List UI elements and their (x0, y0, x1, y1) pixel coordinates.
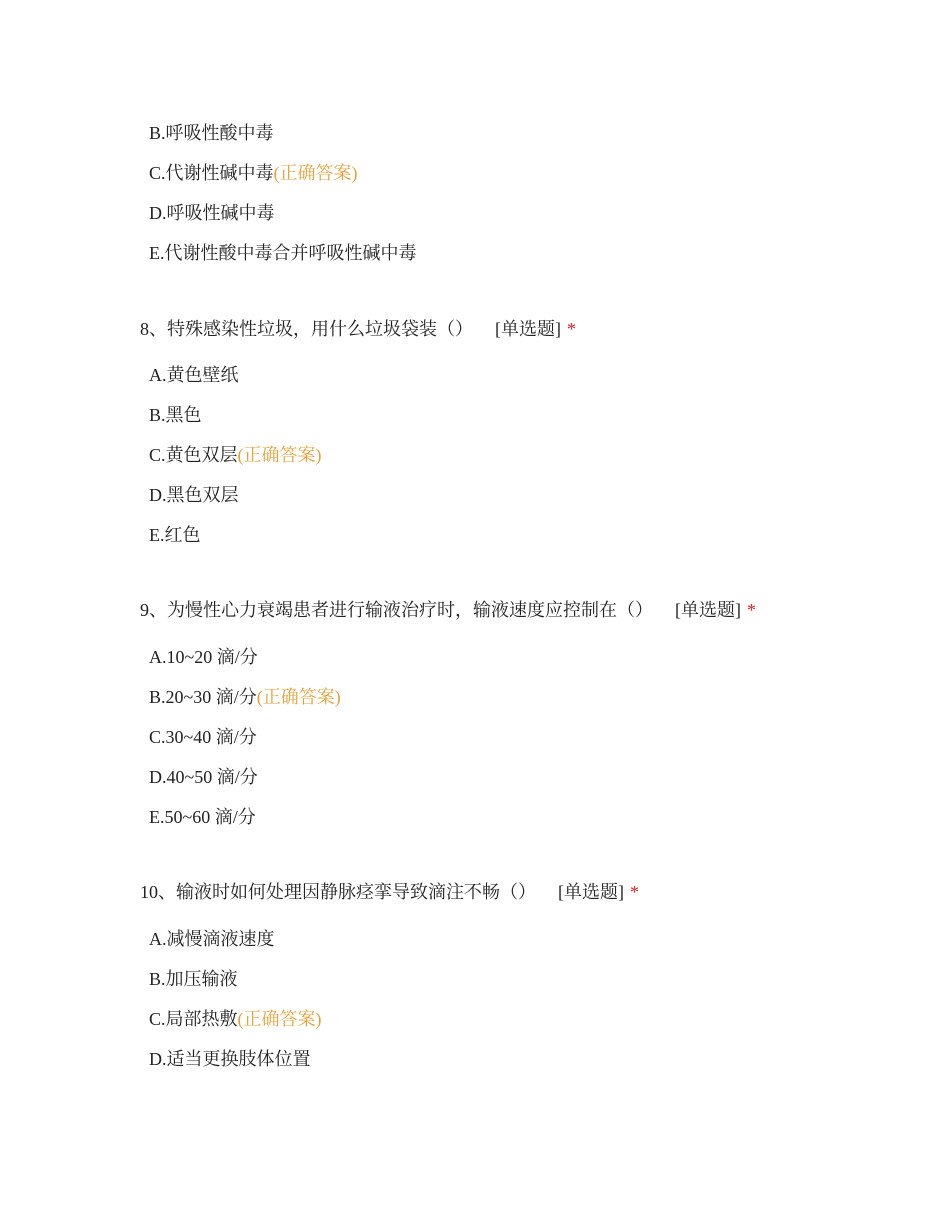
option-text: D.黑色双层 (149, 485, 239, 505)
q7-option-d (149, 201, 275, 225)
option-text: E.代谢性酸中毒合并呼吸性碱中毒 (149, 243, 417, 263)
option-text: B.黑色 (149, 405, 202, 425)
option-text: E.红色 (149, 525, 201, 545)
question-text: 10、输液时如何处理因静脉痉挛导致滴注不畅（） (140, 882, 536, 902)
q10-option-c (149, 1007, 322, 1031)
question-type: [单选题] (675, 600, 741, 620)
q9-option-d (149, 765, 258, 789)
q7-option-c (149, 161, 358, 185)
q8-option-c (149, 443, 322, 467)
q10-option-b (149, 967, 238, 991)
option-text: B.20~30 滴/分 (149, 687, 257, 707)
q9-option-a (149, 645, 258, 669)
option-text: D.40~50 滴/分 (149, 767, 258, 787)
option-text: C.代谢性碱中毒 (149, 163, 274, 183)
option-text: C.黄色双层 (149, 445, 238, 465)
q9-option-e (149, 805, 256, 829)
q10-option-d (149, 1047, 311, 1071)
question-text: 8、特殊感染性垃圾，用什么垃圾袋装（） (140, 319, 473, 339)
correct-answer-mark: (正确答案) (237, 1009, 322, 1029)
option-text: C.局部热敷 (149, 1009, 238, 1029)
required-mark: * (747, 600, 756, 620)
option-text: D.适当更换肢体位置 (149, 1049, 311, 1069)
option-text: B.呼吸性酸中毒 (149, 123, 274, 143)
option-text: C.30~40 滴/分 (149, 727, 257, 747)
option-text: A.减慢滴液速度 (149, 929, 275, 949)
correct-answer-mark: (正确答案) (237, 445, 322, 465)
option-text: B.加压输液 (149, 969, 238, 989)
q7-option-b (149, 121, 274, 145)
required-mark: * (567, 319, 576, 339)
q9-option-b (149, 685, 341, 709)
option-text: D.呼吸性碱中毒 (149, 203, 275, 223)
q8-option-a (149, 363, 239, 387)
q8-title (140, 317, 576, 341)
q9-option-c (149, 725, 257, 749)
correct-answer-mark: (正确答案) (273, 163, 358, 183)
required-mark: * (630, 882, 639, 902)
q10-title (140, 880, 639, 904)
correct-answer-mark: (正确答案) (256, 687, 341, 707)
question-type: [单选题] (558, 882, 624, 902)
option-text: A.10~20 滴/分 (149, 647, 258, 667)
q8-option-d (149, 483, 239, 507)
q10-option-a (149, 927, 275, 951)
q8-option-e (149, 523, 201, 547)
q8-option-b (149, 403, 202, 427)
question-type: [单选题] (495, 319, 561, 339)
question-text: 9、为慢性心力衰竭患者进行输液治疗时，输液速度应控制在（） (140, 600, 653, 620)
option-text: E.50~60 滴/分 (149, 807, 256, 827)
q7-option-e (149, 241, 417, 265)
option-text: A.黄色壁纸 (149, 365, 239, 385)
q9-title (140, 598, 756, 622)
